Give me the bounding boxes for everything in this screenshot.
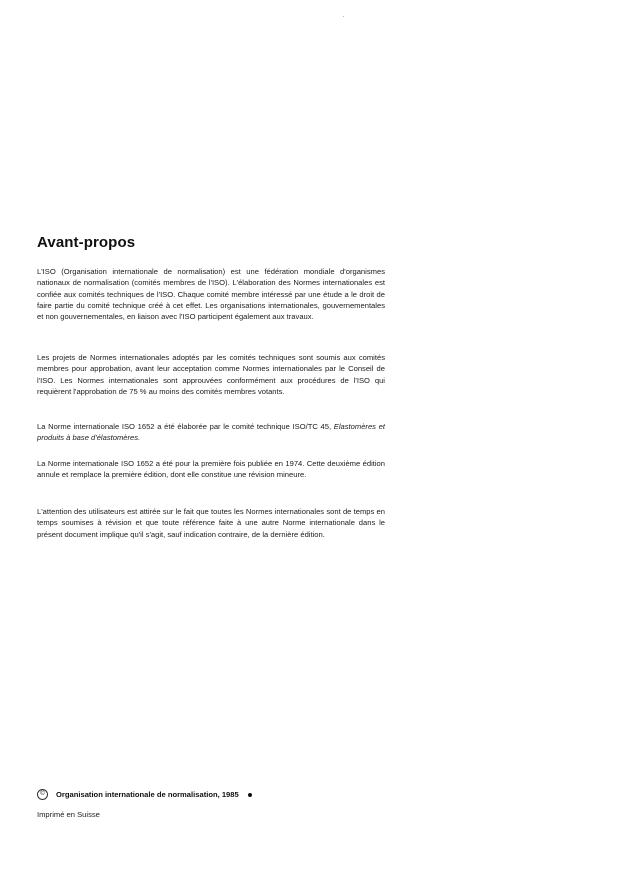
committee-sentence: La Norme internationale ISO 1652 a été élaborée par le comité technique ISO/TC 45, <box>37 422 332 431</box>
printed-in: Imprimé en Suisse <box>37 810 100 819</box>
scan-speck <box>343 16 344 17</box>
paragraph-draft-approval: Les projets de Normes internationales adoptés par les comités techniques sont soumis aux comités membres pour approbation, avant leur acceptation comme Normes internationales par le Conseil de l'ISO. Les Normes internationales sont approuvées conformément aux procédures de l'ISO qui requièrent l'approbation de 75 % au moins des comités membres votants. <box>37 353 385 396</box>
paragraph-edition-history: La Norme internationale ISO 1652 a été pour la première fois publiée en 1974. Cette deuxième édition annule et remplace la première édition, dont elle constitue une révision mineure. <box>37 459 385 480</box>
copyright-icon: © <box>37 789 48 800</box>
copyright-organisation: Organisation internationale de normalisation, 1985 <box>56 790 239 799</box>
paragraph-iso-intro: L'ISO (Organisation internationale de normalisation) est une fédération mondiale d'organismes nationaux de normalisation (comités membres de l'ISO). L'élaboration des Normes internationales est confiée aux comités techniques de l'ISO. Chaque comité membre intéressé par une étude a le droit de faire partie du comité technique créé à cet effet. Les organisations internationales, gouvernementales et non gouvernementales, en liaison avec l'ISO participent également aux travaux. <box>37 267 385 322</box>
bullet-icon <box>248 793 252 797</box>
copyright-line <box>37 789 252 800</box>
paragraph-technical-committee <box>37 421 385 444</box>
paragraph-revision-notice: L'attention des utilisateurs est attirée sur le fait que toutes les Normes internationales sont de temps en temps soumises à révision et que toute référence faite à une autre Norme internationale dans le présent document implique qu'il s'agit, sauf indication contraire, de la dernière édition. <box>37 507 385 539</box>
committee-title: Elastomères et produits à base d'élastomères. <box>37 422 385 443</box>
page-title: Avant-propos <box>37 234 136 251</box>
